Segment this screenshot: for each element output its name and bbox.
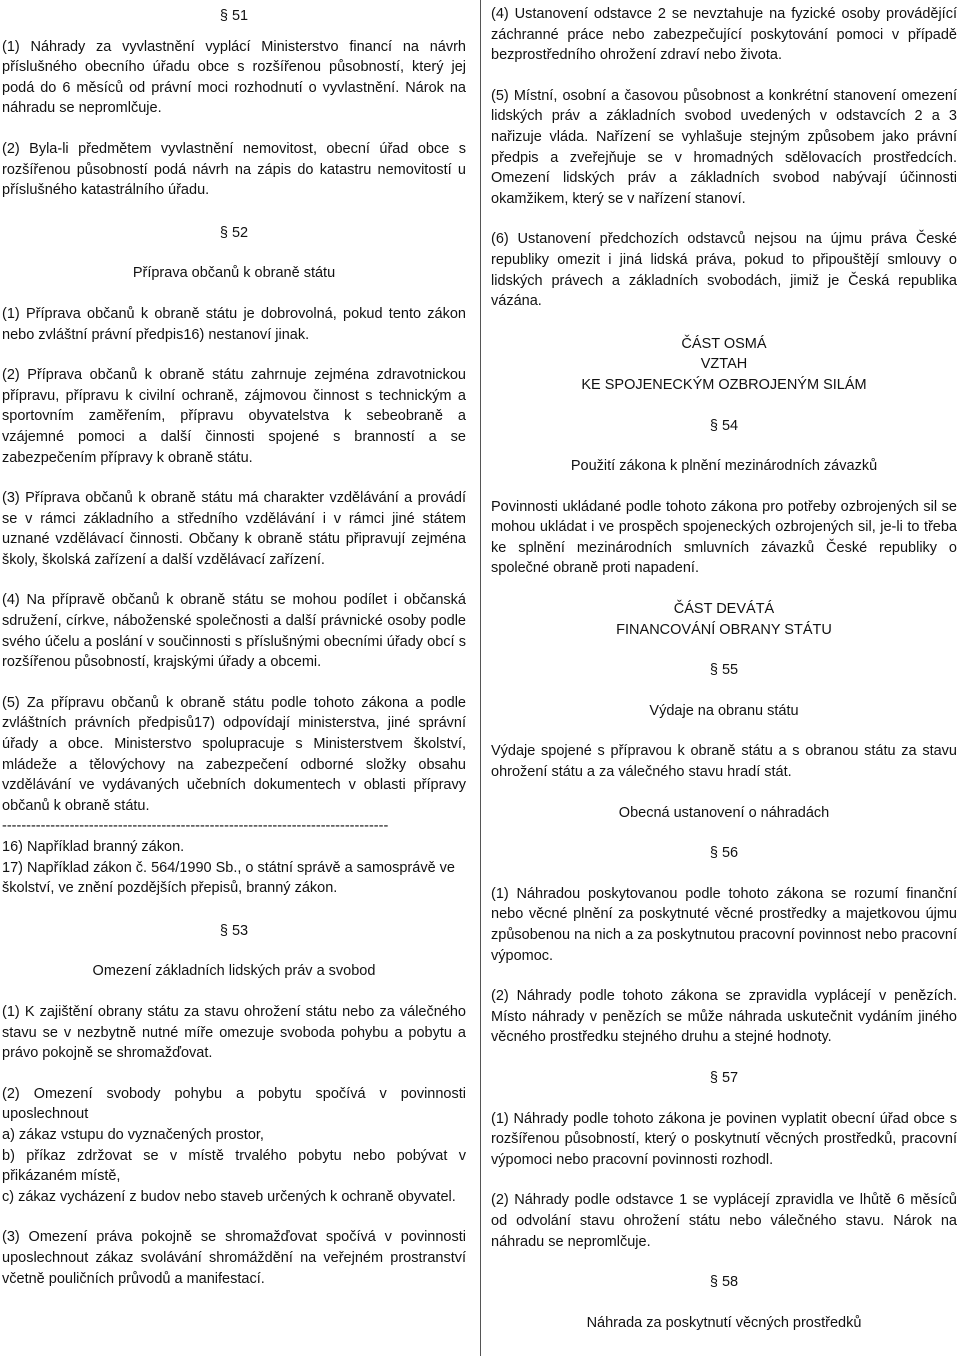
- section-57-paragraph-2: (2) Náhrady podle odstavce 1 se vyplácejí zpravidla ve lhůtě 6 měsíců od odvolání stavu ohrožení státu nebo válečného stavu. Nárok na náhradu se nepromlčuje.: [491, 1192, 957, 1250]
- section-52-heading: § 52: [219, 224, 249, 241]
- section-54-paragraph-1: Povinnosti ukládané podle tohoto zákona pro potřeby ozbrojených sil se mohou ukládat i ve prospěch spojeneckých ozbrojených sil, je-li to třeba ke splnění mezinárodních smluvních závazků České republiky o společné obraně proti napadení.: [491, 498, 957, 577]
- section-53-paragraph-1: (1) K zajištění obrany státu za stavu ohrožení státu nebo za válečného stavu se v nezbytně nutné míře omezuje svoboda pohybu a pobytu a právo pokojně se shromažďovat.: [2, 1003, 466, 1062]
- section-53-title: Omezení základních lidských práv a svobod: [92, 963, 376, 980]
- part-8-subtitle: VZTAH: [700, 356, 748, 373]
- section-53-paragraph-5: (5) Místní, osobní a časovou působnost a konkrétní stanovení omezení lidských práv a základních svobod uvedených v odstavcích 2 a 3 nařizuje vláda. Nařízení se vyhlašuje stejným způsobem jako právní předpis a zveřejňuje se v hromadných sdělovacích prostředcích. Omezení lidských práv a základních svobod nabývají účinnosti okamžikem, který se v nařízení stanoví.: [491, 87, 957, 207]
- section-55-heading: § 55: [709, 662, 739, 679]
- general-provisions-title: Obecná ustanovení o náhradách: [618, 804, 830, 821]
- section-53-heading: § 53: [219, 922, 249, 939]
- section-55-title: Výdaje na obranu státu: [649, 702, 799, 719]
- section-55-paragraph-1: Výdaje spojené s přípravou k obraně státu a s obranou státu za stavu ohrožení státu a za válečného stavu hradí stát.: [491, 743, 957, 781]
- section-52-paragraph-1: (1) Příprava občanů k obraně státu je dobrovolná, pokud tento zákon nebo zvláštní právní předpis16) nestanoví jinak.: [2, 305, 466, 343]
- section-51-heading: § 51: [219, 8, 249, 24]
- section-52-title: Příprava občanů k obraně státu: [132, 265, 336, 282]
- part-9-label: ČÁST DEVÁTÁ: [673, 601, 775, 618]
- section-53-paragraph-4: (4) Ustanovení odstavce 2 se nevztahuje na fyzické osoby provádějící záchranné práce nebo zabezpečující poskytování pomoci v případě bezprostředního ohrožení zdraví nebo života.: [491, 6, 957, 64]
- column-divider: [480, 0, 481, 1356]
- part-9-title: FINANCOVÁNÍ OBRANY STÁTU: [616, 621, 832, 638]
- section-54-heading: § 54: [709, 417, 739, 434]
- section-52-paragraph-2: (2) Příprava občanů k obraně státu zahrnuje zejména zdravotnickou přípravu, přípravu k civilní ochraně, zájmovou činnost s technickým a sportovním zaměřením, přípravu obyvatelstva k sebeobraně a vzájemné pomoci a další činnosti spojené s branností a se zabezpečením přípravy k obraně státu.: [2, 367, 466, 466]
- section-53-item-a: a) zákaz vstupu do vyznačených prostor,: [2, 1126, 264, 1143]
- part-8-label: ČÁST OSMÁ: [681, 335, 767, 352]
- footnote-16: 16) Například branný zákon.: [2, 839, 185, 855]
- section-57-heading: § 57: [709, 1069, 739, 1086]
- section-53-paragraph-6: (6) Ustanovení předchozích odstavců nejsou na újmu práva České republiky omezit i jiná lidská práva, pokud to připouštějí smlouvy o lidských právech a základních svobodách, jimiž je Česká republika vázána.: [491, 231, 957, 310]
- left-column: [2, 0, 466, 1289]
- section-56-paragraph-1: (1) Náhradou poskytovanou podle tohoto zákona se rozumí finanční nebo věcné plnění za poskytnuté věcné prostředky a majetkovou újmu způsobenou na nich a za poskytnutou pracovní povinnost nebo pracovní výpomoc.: [491, 885, 957, 964]
- part-8-title: KE SPOJENECKÝM OZBROJENÝM SILÁM: [581, 376, 867, 393]
- section-58-title: Náhrada za poskytnutí věcných prostředků: [586, 1314, 862, 1331]
- section-57-paragraph-1: (1) Náhrady podle tohoto zákona je povinen vyplatit obecní úřad obce s rozšířenou působností, který o poskytnutí věcných prostředků, pracovní výpomoci nebo pracovní povinnosti rozhodl.: [491, 1110, 957, 1168]
- section-52-paragraph-4: (4) Na přípravě občanů k obraně státu se mohou podílet i občanská sdružení, církve, náboženské společnosti a další právnické osoby podle svého účelu a poslání v součinnosti s příslušnými obecními úřady obcí s rozšířenou působností, krajskými úřady a obcemi.: [2, 592, 466, 671]
- section-51-paragraph-2: (2) Byla-li předmětem vyvlastnění nemovitost, obecní úřad obce s rozšířenou působností podá návrh na zápis do katastru nemovitostí u příslušného katastrálního úřadu.: [2, 140, 466, 199]
- section-54-title: Použití zákona k plnění mezinárodních závazků: [570, 458, 878, 475]
- section-52-paragraph-3: (3) Příprava občanů k obraně státu má charakter vzdělávání a provádí se v rámci základního a středního vzdělávání i v rámci jiné státem uznané vzdělávací činnosti. Občany k obraně státu připravují zejména školy, školská zařízení a další vzdělávací zařízení.: [2, 490, 466, 568]
- section-53-item-c: c) zákaz vycházení z budov nebo staveb určených k ochraně obyvatel.: [2, 1188, 456, 1205]
- section-56-paragraph-2: (2) Náhrady podle tohoto zákona se zpravidla vyplácejí v penězích. Místo náhrady v penězích se může náhrada uskutečnit vydáním jiného věcného prostředku stejného druhu a stejné hodnoty.: [491, 988, 957, 1046]
- section-56-heading: § 56: [709, 845, 739, 862]
- section-53-item-b: b) příkaz zdržovat se v místě trvalého pobytu nebo pobývat v přikázaném místě,: [2, 1147, 466, 1185]
- section-52-paragraph-5: (5) Za přípravu občanů k obraně státu podle tohoto zákona a podle zvláštních právních předpisů17) odpovídají ministerstva, jiné správní úřady a obce. Ministerstvo spolupracuje s Ministerstvem školství, mládeže a tělovýchovy na zabezpečení odborné složky obsahu vzdělávání ve vydávaných učebních dokumentech v oblasti přípravy občanů k obraně státu.: [2, 694, 466, 814]
- footnote-separator: --------------------------------------------------------------------------------: [2, 818, 389, 835]
- section-53-paragraph-2: (2) Omezení svobody pohybu a pobytu spočívá v povinnosti uposlechnout: [2, 1085, 466, 1123]
- footnote-17: 17) Například zákon č. 564/1990 Sb., o státní správě a samosprávě ve školství, ve znění pozdějších přepisů, branný zákon.: [2, 859, 455, 897]
- section-58-heading: § 58: [709, 1274, 739, 1291]
- section-51-paragraph-1: (1) Náhrady za vyvlastnění vyplácí Ministerstvo financí na návrh příslušného obecního úřadu obce s rozšířenou působností, který jej podá do 6 měsíců od právní moci rozhodnutí o vyvlastnění. Nárok na náhradu se nepromlčuje.: [2, 38, 466, 117]
- section-53-paragraph-3: (3) Omezení práva pokojně se shromažďovat spočívá v povinnosti uposlechnout zákaz svolávání shromáždění na veřejném prostranství včetně pouličních průvodů a manifestací.: [2, 1229, 466, 1287]
- right-column: [491, 0, 957, 1333]
